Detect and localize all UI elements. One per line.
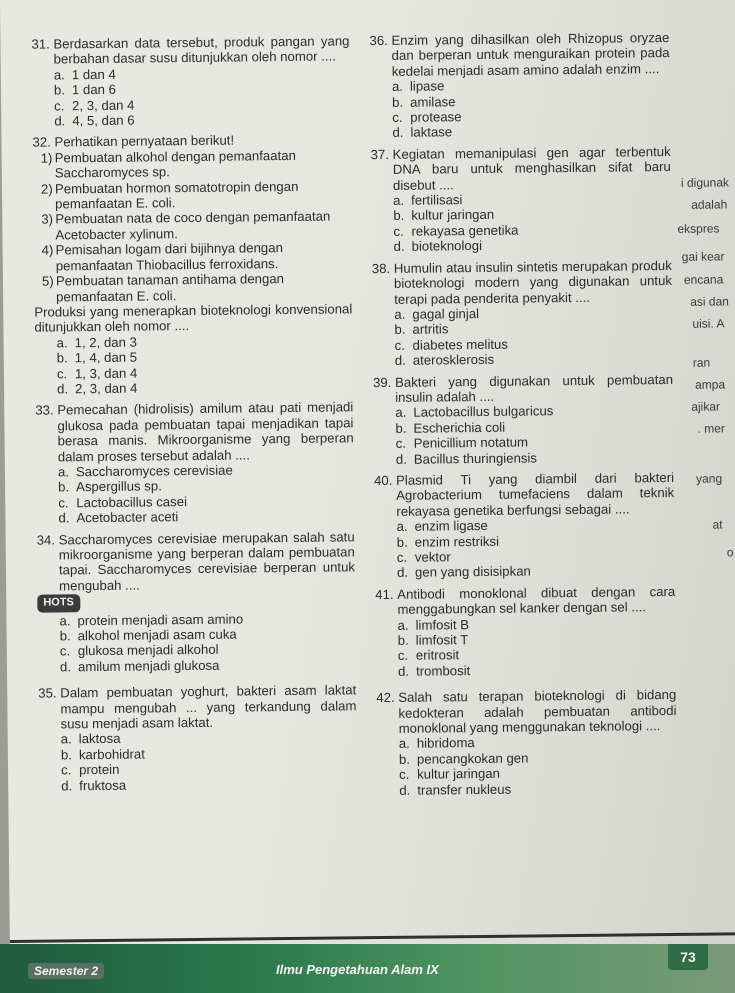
question-text: Berdasarkan data tersebut, produk pangan yang berbahan dasar susu ditunjukkan oleh nomor ....	[53, 33, 350, 67]
option-text: gen yang disisipkan	[414, 563, 531, 581]
option-letter: d.	[394, 352, 406, 369]
edge-fragment: ajikar	[691, 399, 721, 414]
option-text: gagal ginjal	[412, 305, 480, 322]
question-header	[373, 372, 673, 406]
question-header	[37, 529, 356, 594]
option-letter: d.	[395, 451, 407, 467]
option-letter: b.	[60, 747, 72, 763]
option-letter: c.	[399, 767, 410, 783]
question-number: 42.	[376, 690, 395, 706]
option-letter: c.	[58, 495, 69, 511]
option-letter: d.	[54, 113, 66, 129]
option-text: Escherichia coli	[413, 419, 506, 436]
option-letter: c.	[392, 109, 403, 125]
question-header	[38, 683, 356, 733]
answer-options	[35, 332, 354, 397]
option-letter: d.	[393, 239, 405, 255]
option-text: limfosit B	[415, 616, 470, 633]
edge-fragment: ekspres	[677, 221, 720, 236]
statement-item	[33, 147, 351, 181]
question-header	[371, 144, 671, 193]
option-letter: a.	[395, 405, 407, 421]
question-number: 40.	[373, 472, 393, 489]
edge-fragment: . mer	[697, 421, 725, 436]
option-letter: c.	[54, 97, 65, 114]
edge-fragment: ampa	[694, 377, 726, 392]
option-text: Lactobacillus casei	[76, 493, 188, 511]
question-header	[376, 687, 676, 736]
edge-fragment: i digunak	[680, 175, 730, 190]
option-text: 2, 3, dan 4	[74, 380, 138, 397]
edge-fragment: ran	[692, 355, 711, 370]
option-text: protease	[410, 109, 462, 125]
answer-option	[61, 775, 357, 794]
question-number: 35.	[38, 685, 57, 701]
option-letter: d.	[59, 659, 72, 675]
statement-text: Pembuatan alkohol dengan pemanfaatan Saccharomyces sp.	[54, 147, 296, 181]
edge-fragment: encana	[683, 272, 724, 287]
statement-item	[34, 240, 352, 274]
question-number: 38.	[371, 260, 391, 276]
option-text: bioteknologi	[411, 238, 483, 254]
option-letter: d.	[61, 777, 73, 794]
statement-item	[33, 209, 351, 243]
answer-options	[37, 610, 356, 675]
option-text: fruktosa	[79, 777, 127, 793]
semester-label: Semester 2	[28, 963, 104, 979]
option-text: 1 dan 4	[71, 66, 116, 83]
question-text: Pemecahan (hidrolisis) amilum atau pati menjadi glukosa pada pembuatan tapai menjadikan tapai berasa manis. Mikroorganisme yang berperan dalam proses tersebut adalah ....	[57, 399, 354, 464]
option-text: Bacillus thuringiensis	[413, 449, 538, 467]
option-letter: a.	[60, 731, 72, 747]
statement-item	[34, 270, 352, 304]
option-text: 2, 3, dan 4	[72, 97, 135, 113]
option-letter: a.	[57, 464, 70, 480]
option-letter: d.	[392, 125, 404, 141]
option-letter: a.	[398, 736, 410, 752]
option-letter: d.	[396, 565, 409, 581]
option-letter: d.	[397, 663, 410, 679]
question-number: 33.	[35, 402, 54, 418]
next-page-edge-fragments	[673, 175, 735, 560]
option-text: trombosit	[415, 662, 471, 679]
option-text: 4, 5, dan 6	[72, 112, 135, 129]
question-text: Plasmid Ti yang diambil dari bakteri Agrobacterium tumefaciens dalam teknik rekayasa genetika berfungsi sebagai ....	[395, 469, 675, 519]
subject-title: Ilmu Pengetahuan Alam IX	[276, 962, 439, 977]
option-text: rekayasa genetika	[411, 222, 519, 239]
answer-options	[372, 304, 673, 369]
option-text: Lactobacillus bulgaricus	[413, 403, 554, 421]
answer-options	[374, 516, 675, 581]
question-text: Kegiatan memanipulasi gen agar terbentuk DNA baru untuk menghasilkan sifat baru disebut ....	[392, 143, 671, 193]
option-text: Penicillium notatum	[413, 434, 529, 451]
option-letter: c.	[60, 762, 72, 778]
question-text: Bakteri yang digunakan untuk pembuatan insulin adalah ....	[394, 371, 674, 405]
option-text: 1 dan 6	[71, 82, 117, 98]
statement-number: 5)	[41, 273, 54, 289]
option-letter: b.	[53, 82, 66, 98]
answer-option	[399, 780, 677, 798]
question-prompt: Produksi yang menerapkan bioteknologi konvensional ditunjukkan oleh nomor ....	[34, 301, 353, 335]
question-number: 32.	[32, 134, 51, 151]
right-column	[369, 30, 677, 798]
option-letter: c.	[397, 648, 409, 664]
edge-fragment: o	[726, 545, 734, 560]
question-33	[35, 400, 354, 527]
option-letter: a.	[56, 335, 68, 351]
question-text: Salah satu terapan bioteknologi di bidang kedokteran adalah pembuatan antibodi monoklonal yang menggunakan teknologi ....	[398, 687, 677, 736]
option-text: eritrosit	[415, 647, 460, 664]
statement-number: 2)	[40, 181, 53, 197]
page-number: 73	[668, 944, 708, 970]
option-letter: a.	[59, 612, 71, 629]
option-text: transfer nukleus	[417, 781, 512, 798]
option-text: aterosklerosis	[412, 351, 495, 368]
question-40	[374, 470, 675, 581]
option-letter: c.	[393, 223, 404, 239]
option-text: Aspergillus sp.	[76, 478, 162, 495]
question-header	[35, 400, 354, 465]
question-header	[374, 470, 674, 519]
answer-options	[373, 402, 674, 467]
option-text: enzim restriksi	[414, 533, 500, 550]
statement-item	[33, 178, 351, 212]
option-text: kultur jaringan	[417, 766, 501, 782]
option-letter: a.	[53, 67, 65, 83]
option-letter: a.	[393, 192, 405, 208]
option-text: 1, 4, dan 5	[74, 349, 138, 366]
hots-badge: HOTS	[37, 594, 80, 612]
answer-options	[32, 64, 351, 129]
question-number: 36.	[369, 32, 388, 49]
option-text: diabetes melitus	[412, 336, 509, 353]
option-text: lipase	[409, 78, 445, 94]
question-text: Perhatikan pernyataan berikut!	[54, 132, 235, 150]
statement-number: 1)	[40, 150, 53, 166]
option-text: vektor	[414, 549, 451, 565]
option-text: alkohol menjadi asam cuka	[77, 626, 237, 644]
question-number: 41.	[375, 586, 394, 602]
question-header	[375, 584, 675, 618]
option-text: fertilisasi	[411, 192, 463, 208]
edge-fragment: uisi. A	[692, 316, 725, 331]
answer-options	[36, 461, 355, 526]
option-text: laktase	[410, 124, 453, 141]
answer-options	[39, 729, 358, 794]
answer-options	[375, 615, 676, 680]
option-text: amilum menjadi glukosa	[77, 657, 220, 675]
option-letter: c.	[56, 365, 68, 381]
option-text: pencangkokan gen	[416, 750, 529, 767]
option-text: 1, 2, dan 3	[74, 334, 137, 350]
question-header	[372, 258, 672, 307]
question-35	[38, 683, 357, 794]
question-32	[32, 132, 353, 397]
option-letter: b.	[58, 479, 70, 495]
option-letter: a.	[397, 617, 409, 633]
question-number: 37.	[370, 146, 390, 162]
edge-fragment: gai kear	[681, 249, 725, 264]
question-34	[37, 529, 356, 675]
option-letter: b.	[56, 350, 68, 366]
option-letter: c.	[394, 337, 405, 353]
option-letter: b.	[392, 94, 404, 110]
option-text: amilase	[410, 93, 456, 110]
option-letter: c.	[395, 435, 407, 452]
question-text: Saccharomyces cerevisiae merupakan salah satu mikroorganisme yang berperan dalam pembuatan tapai. Saccharomyces cerevisiae berperan untuk mengubah ....	[58, 528, 356, 594]
option-letter: d.	[58, 510, 70, 526]
question-41	[375, 584, 676, 680]
question-38	[372, 258, 673, 369]
question-31	[31, 33, 350, 129]
statement-text: Pemisahan logam dari bijihnya dengan pemanfaatan Thiobacillus ferroxidans.	[55, 240, 283, 274]
option-text: kultur jaringan	[411, 207, 495, 224]
option-letter: c.	[396, 549, 408, 565]
question-number: 39.	[372, 374, 392, 390]
option-text: protein	[78, 762, 120, 778]
option-text: 1, 3, dan 4	[74, 365, 138, 381]
answer-options	[377, 733, 678, 798]
option-letter: a.	[394, 306, 406, 322]
option-text: Saccharomyces cerevisiae	[75, 462, 233, 480]
question-42	[376, 687, 677, 798]
answer-options	[370, 76, 671, 141]
option-text: Acetobacter aceti	[76, 509, 179, 526]
option-text: karbohidrat	[78, 746, 145, 763]
option-letter: b.	[59, 628, 71, 644]
question-number: 31.	[31, 36, 50, 52]
question-number: 34.	[36, 532, 56, 548]
option-letter: b.	[393, 208, 405, 224]
option-letter: b.	[396, 534, 408, 550]
question-header	[369, 30, 669, 79]
option-text: limfosit T	[415, 632, 469, 648]
statement-number: 4)	[41, 242, 54, 258]
option-letter: b.	[398, 751, 411, 767]
edge-fragment: at	[712, 517, 723, 532]
option-text: artritis	[412, 321, 449, 338]
option-text: laktosa	[78, 731, 121, 747]
page-bottom-edge	[10, 932, 735, 943]
question-header	[31, 33, 349, 67]
option-letter: b.	[394, 322, 406, 338]
question-36	[369, 30, 670, 141]
question-text: Enzim yang dihasilkan oleh Rhizopus oryzae dan berperan untuk menguraikan protein pada kedelai menjadi asam amino adalah enzim ....	[391, 29, 670, 79]
answer-options	[371, 190, 672, 255]
option-letter: c.	[59, 643, 71, 659]
statement-text: Pembuatan tanaman antihama dengan pemanfaatan E. coli.	[55, 271, 285, 304]
question-text: Humulin atau insulin sintetis merupakan produk bioteknologi modern yang digunakan untuk terapi pada penderita penyakit ....	[393, 257, 673, 307]
option-letter: a.	[391, 79, 404, 95]
option-text: enzim ligase	[414, 518, 488, 534]
question-39	[373, 372, 674, 468]
option-letter: d.	[399, 782, 411, 798]
option-letter: b.	[395, 420, 407, 436]
edge-fragment: yang	[695, 471, 723, 486]
statement-text: Pembuatan hormon somatotropin dengan pemanfaatan E. coli.	[54, 178, 299, 212]
edge-fragment: adalah	[691, 197, 728, 212]
option-letter: a.	[396, 518, 408, 535]
option-text: glukosa menjadi alkohol	[77, 642, 219, 659]
question-text: Antibodi monoklonal dibuat dengan cara menggabungkan sel kanker dengan sel ....	[397, 583, 676, 618]
left-column	[31, 33, 357, 793]
option-text: hibridoma	[416, 735, 475, 752]
question-text: Dalam pembuatan yoghurt, bakteri asam laktat mampu mengubah ... yang terkandung dalam susu menjadi asam laktat.	[60, 682, 357, 732]
option-letter: d.	[56, 381, 69, 397]
option-letter: b.	[397, 632, 409, 648]
question-37	[371, 144, 672, 255]
statement-number: 3)	[41, 211, 54, 228]
edge-fragment: asi dan	[690, 294, 729, 309]
option-text: protein menjadi asam amino	[77, 611, 244, 628]
statement-text: Pembuatan nata de coco dengan pemanfaatan Acetobacter xylinum.	[55, 209, 331, 243]
